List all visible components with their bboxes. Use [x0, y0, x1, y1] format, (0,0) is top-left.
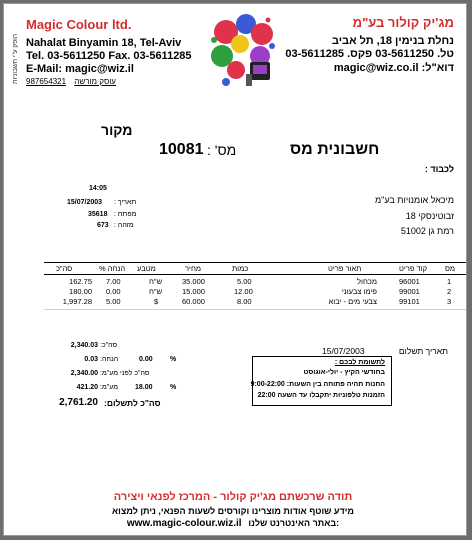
recipient-city: רמת גן 51002 — [400, 226, 454, 236]
vat-label: מע"מ: — [100, 384, 119, 391]
notice-title: לתשומת לבכם : — [334, 359, 385, 366]
row-desc: מכחול — [357, 277, 377, 286]
row-code: 99001 — [399, 287, 420, 296]
row-no: 3 — [447, 297, 452, 306]
email-he-value[interactable]: magic@wiz.co.il — [333, 62, 419, 74]
payment-due-label: תאריך תשלום — [398, 346, 448, 356]
email-he — [334, 62, 454, 74]
meta-time: 14:05 — [89, 185, 107, 192]
discount-label: הנחה: — [100, 356, 119, 363]
email-he-label: דוא"ל: — [421, 62, 454, 74]
row-price: 15.000 — [182, 287, 205, 296]
before-vat-value: 2,340.00 — [70, 370, 98, 377]
recipient-street: זבוטינסקי 18 — [405, 211, 454, 221]
notice-line-2: החנות תהיה פתוחה בין השעות: 9:00-22:00 — [250, 381, 385, 388]
col-no: מס — [445, 264, 456, 273]
meta-date-label: תאריך : — [114, 199, 137, 206]
col-desc: תאור פריט — [328, 264, 362, 273]
col-discount: % הנחה — [99, 264, 126, 273]
discount-pct-sign: % — [170, 356, 177, 363]
invoice-number: 10081 — [159, 141, 204, 158]
license-number: 987654321 — [26, 77, 67, 86]
address-en: Nahalat Binyamin 18, Tel-Aviv — [26, 37, 182, 49]
address-he: נחלת בנימין 18, תל אביב — [331, 35, 454, 47]
license-label: עוסק מורשה — [74, 77, 116, 86]
paint-splash-logo — [208, 12, 278, 88]
vat-pct: 18.00 — [135, 384, 153, 391]
vat-value: 421.20 — [76, 384, 98, 391]
grand-total-label: סה"כ לתשלום: — [104, 398, 161, 408]
row-currency: ש"ח — [149, 277, 163, 286]
meta-key-label: מפתח : — [114, 211, 137, 218]
vat-pct-sign: % — [170, 384, 177, 391]
payment-due-date: 15/07/2003 — [322, 346, 365, 356]
number-label: מס' : — [207, 142, 237, 158]
discount-value: 0.03 — [84, 356, 98, 363]
table-header-rule — [44, 274, 466, 275]
discount-pct: 0.00 — [139, 356, 153, 363]
footer-site-link[interactable]: www.magic-colour.wiz.il — [126, 518, 242, 529]
notice-box — [252, 356, 392, 406]
grand-total-value: 2,761.20 — [59, 397, 98, 408]
row-total: 1,997.28 — [62, 297, 92, 306]
subtotal-value: 2,340.03 — [70, 342, 98, 349]
notice-line-1: בחודשי הקיץ - יולי-אוגוסט — [303, 369, 385, 376]
table-bottom-rule — [44, 309, 466, 310]
footer-info: מידע שוטף אודות מוצרינו וקורסים לשעות הפנאי, ניתן למצוא — [112, 506, 354, 516]
notice-line-3: הזמנות טלפוניות יתקבלו עד השעה 22:00 — [257, 392, 385, 399]
invoice-page — [3, 3, 467, 536]
row-currency: $ — [154, 297, 159, 306]
row-discount: 7.00 — [106, 277, 121, 286]
subtotal-label: סה"כ: — [100, 342, 118, 349]
row-total: 180.00 — [69, 287, 92, 296]
row-no: 2 — [447, 287, 452, 296]
col-qty: כמות — [232, 264, 249, 273]
recipient-name: מיכאל אומנויות בע"מ — [374, 195, 454, 205]
row-code: 96001 — [399, 277, 420, 286]
row-total: 162.75 — [69, 277, 92, 286]
row-currency: ש"ח — [149, 287, 163, 296]
col-price: מחיר — [185, 264, 202, 273]
col-currency: מטבע — [137, 264, 156, 273]
meta-date: 15/07/2003 — [67, 199, 103, 206]
row-qty: 5.00 — [237, 277, 252, 286]
to-label: לכבוד : — [424, 164, 454, 174]
meta-key: 35618 — [88, 211, 108, 218]
phone-he: טל. 03-5611250 פקס. 03-5611285 — [285, 48, 454, 60]
meta-id-label: מזהה : — [114, 222, 134, 229]
row-no: 1 — [447, 277, 452, 286]
phone-en: Tel. 03-5611250 Fax. 03-5611285 — [26, 50, 192, 62]
license-row — [26, 77, 116, 86]
col-total: סה"כ — [56, 264, 73, 273]
before-vat-label: סה"כ לפני מע"מ: — [100, 370, 150, 377]
row-discount: 5.00 — [106, 297, 121, 306]
row-desc: פימו צבעוני — [341, 287, 377, 296]
row-qty: 8.00 — [237, 297, 252, 306]
row-discount: 0.00 — [106, 287, 121, 296]
source-label: מקור — [101, 122, 133, 138]
generated-by-note: הופק ע"י חשבוניות — [12, 34, 19, 84]
email-en: E-Mail: magic@wiz.il — [26, 63, 134, 75]
invoice-title: חשבונית מס — [290, 141, 380, 158]
row-code: 99101 — [399, 297, 420, 306]
row-desc: צבעי מים - יבוא — [328, 297, 377, 306]
footer-site-row — [4, 518, 462, 529]
footer-thanks: תודה שרכשתם מג'יק קולור - המרכז לפנאי ויצירה — [113, 491, 353, 503]
footer-site-label: באתר האינטרנט שלנו: — [248, 518, 340, 528]
row-price: 35.000 — [182, 277, 205, 286]
meta-id: 673 — [97, 222, 109, 229]
row-price: 60.000 — [182, 297, 205, 306]
table-top-rule — [44, 262, 466, 263]
company-name-he: מג'יק קולור בע"מ — [352, 15, 454, 30]
row-qty: 12.00 — [234, 287, 253, 296]
col-code: קוד פריט — [399, 264, 428, 273]
company-name-en: Magic Colour ltd. — [26, 17, 132, 32]
